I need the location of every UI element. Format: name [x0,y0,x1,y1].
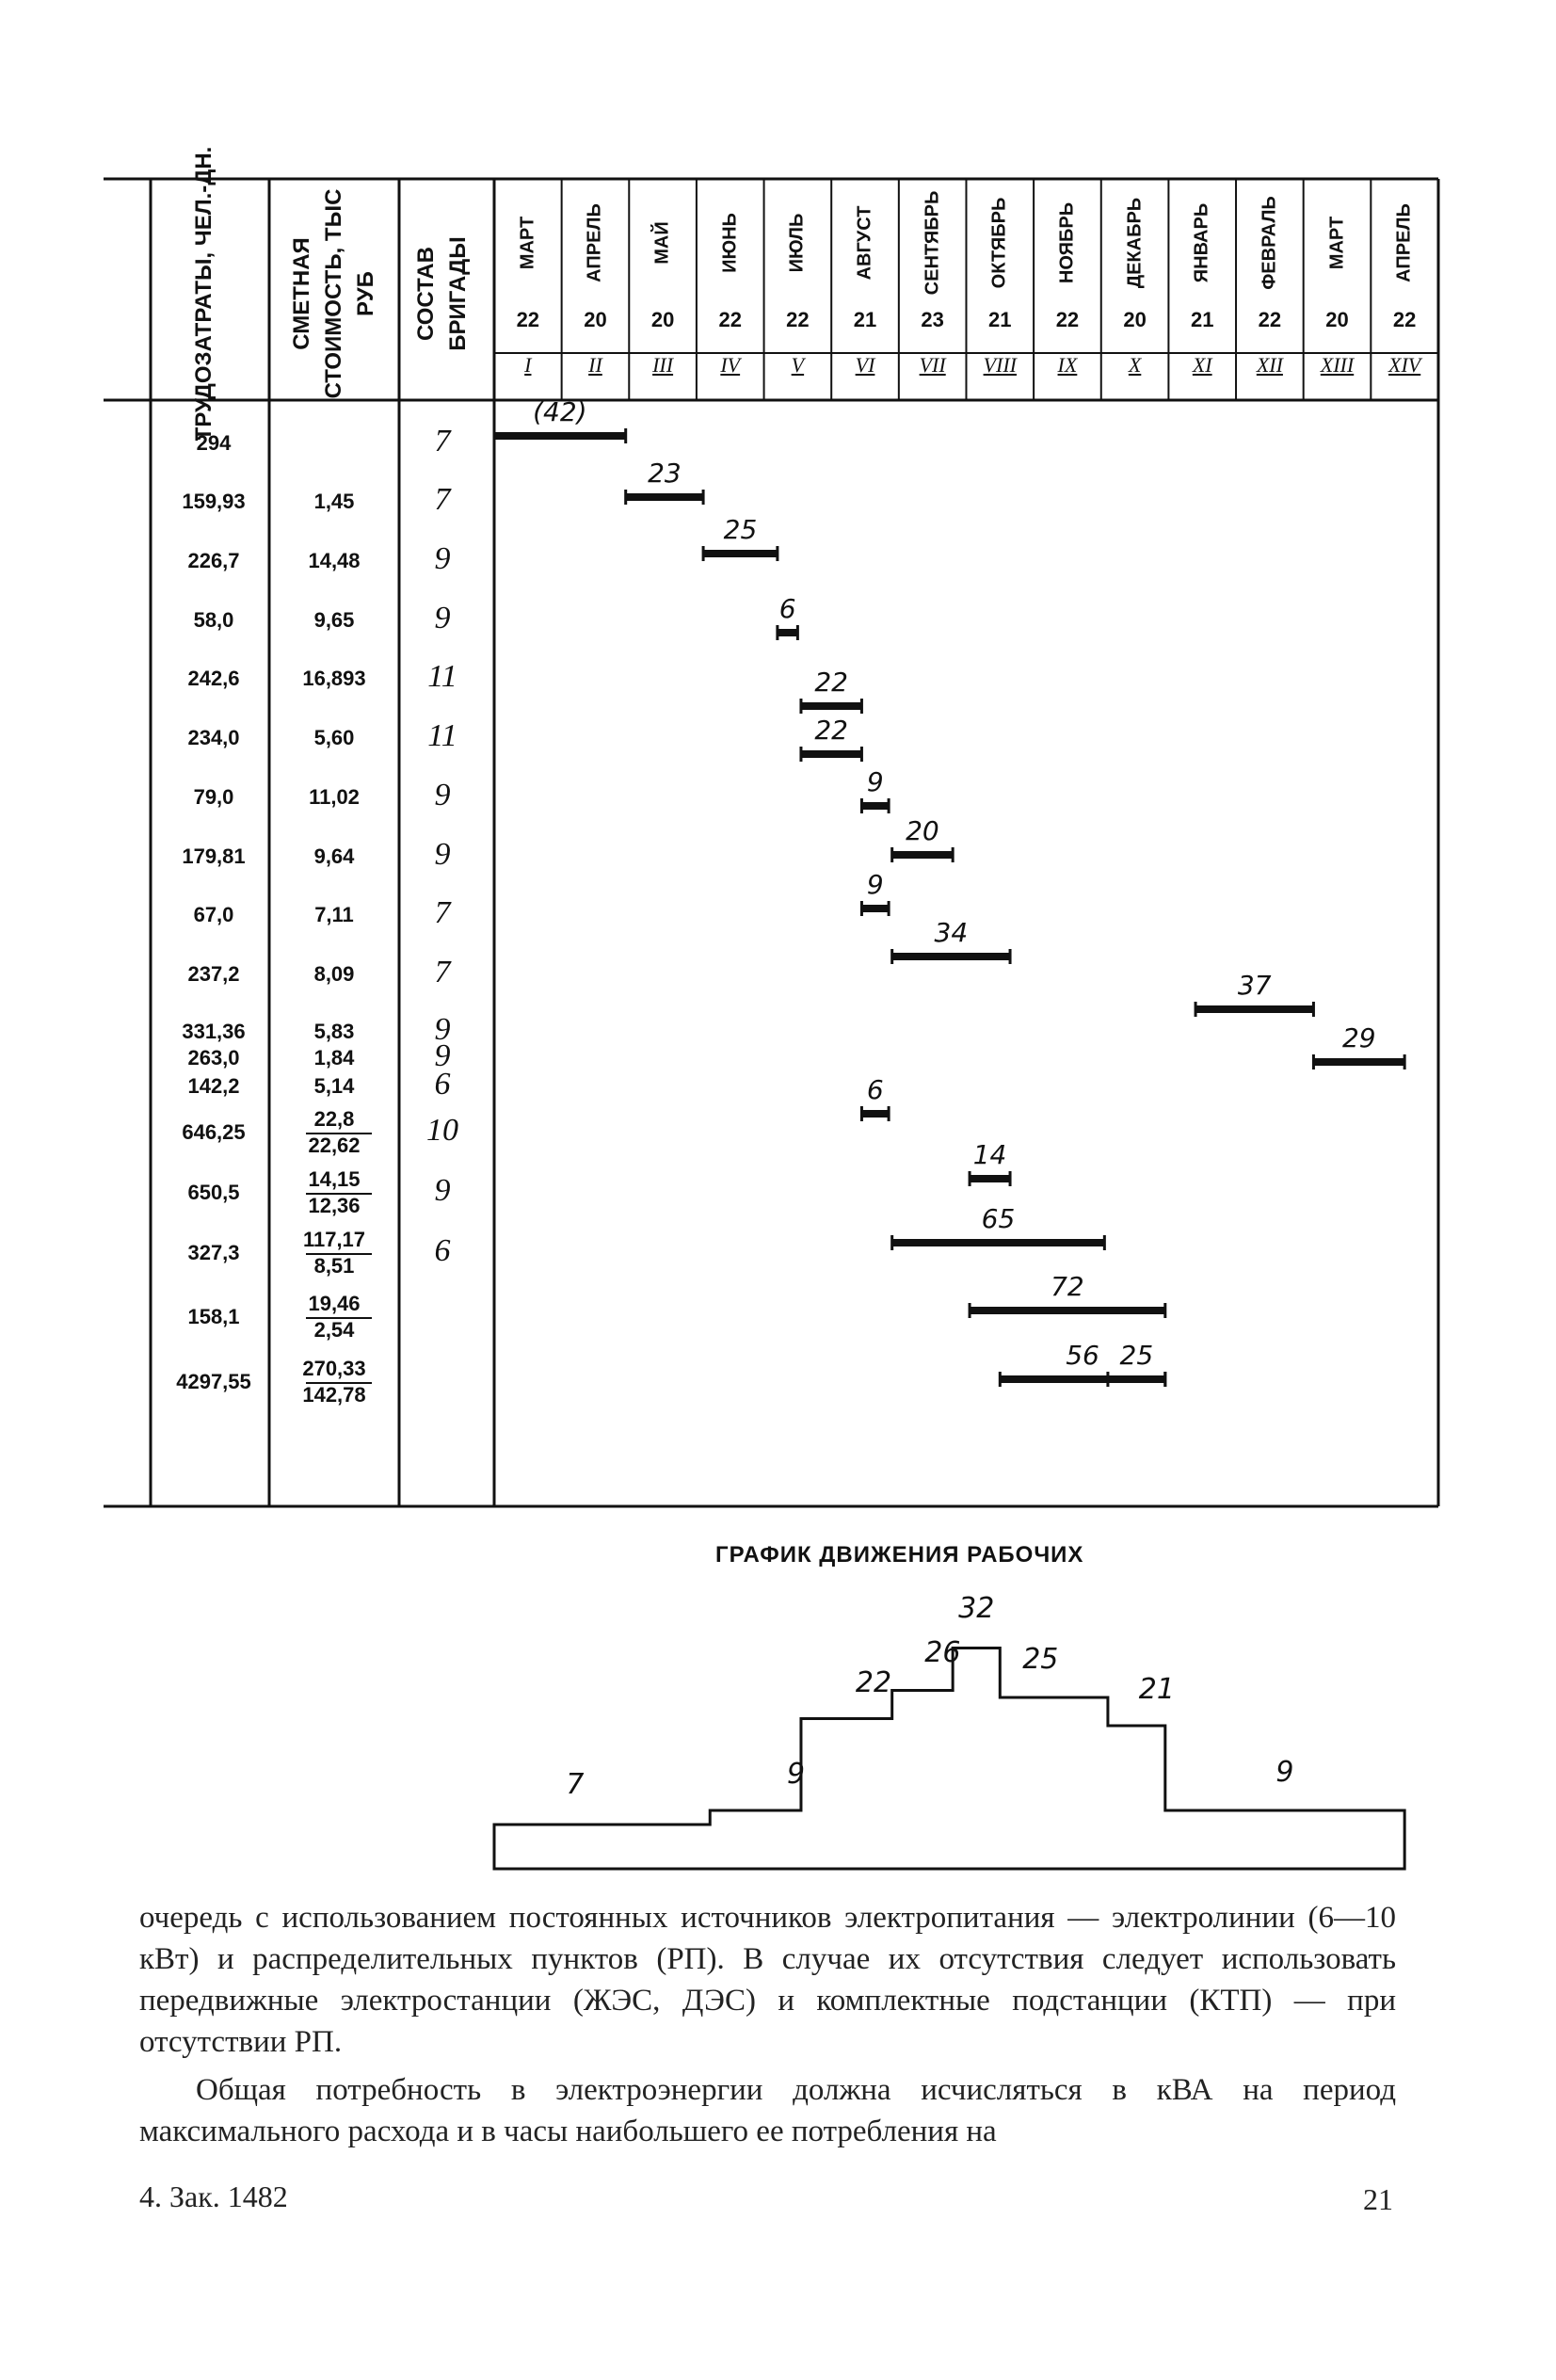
cost-cell: 1,45 [313,490,355,513]
gantt-bar-label: 6 [778,593,796,624]
month-roman-index: X [1128,353,1142,377]
worker-count-label: 7 [566,1768,585,1801]
worker-count-label: 9 [1275,1756,1294,1789]
worker-chart-title: ГРАФИК ДВИЖЕНИЯ РАБОЧИХ [715,1542,1084,1568]
worker-count-label: 21 [1138,1673,1175,1706]
gantt-bar-label: 56 [1066,1340,1099,1371]
month-name: НОЯБРЬ [1056,201,1078,284]
worker-count-label: 26 [924,1635,961,1669]
labor-cell: 650,5 [187,1181,240,1204]
labor-cell: 4297,55 [176,1370,251,1393]
month-roman-index: XIII [1320,353,1355,377]
cost-cell: 9,65 [313,608,355,632]
cost-denominator: 12,36 [308,1194,361,1217]
gantt-bar-label: 14 [972,1139,1007,1170]
gantt-bar-label: 23 [648,458,682,489]
cost-numerator: 270,33 [302,1357,366,1380]
crew-cell: 9 [434,541,451,576]
worker-count-label: 9 [787,1758,806,1791]
cost-fraction-cell [278,1167,391,1224]
month-name: ЯНВАРЬ [1191,202,1212,283]
cost-cell: 5,14 [313,1074,355,1098]
gantt-bar-label: 9 [866,869,884,900]
gantt-bar-label: 65 [981,1203,1016,1234]
worker-step-outline [494,1648,1404,1870]
month-roman-index: VII [919,353,946,377]
month-workdays: 21 [1190,308,1214,331]
month-roman-index: IV [720,353,741,377]
gantt-bar-label: 37 [1237,970,1272,1001]
labor-cell: 237,2 [187,962,240,986]
month-roman-index: VI [855,353,875,377]
gantt-bar-label: (42) [533,396,587,427]
cost-denominator: 22,62 [308,1134,361,1157]
cost-numerator: 117,17 [302,1228,366,1251]
worker-count-label: 25 [1022,1643,1059,1676]
footer-page-number: 21 [1363,2182,1393,2216]
cost-cell: 7,11 [314,903,354,926]
labor-cell: 159,93 [182,490,246,513]
cost-fraction-cell [278,1228,391,1284]
month-roman-index: XI [1192,353,1212,377]
crew-cell: 9 [434,778,451,812]
crew-cell: 9 [434,837,451,872]
month-name: ИЮЛЬ [786,213,808,273]
labor-cell: 646,25 [182,1120,246,1144]
gantt-bar-label: 22 [814,667,849,698]
gantt-bar-label: 72 [1051,1271,1084,1302]
month-name: АПРЕЛЬ [584,203,605,282]
month-roman-index: II [588,353,602,377]
paragraph-1: очередь с использованием постоянных источников электропитания — электролинии (6—10 кВт) и распределительных пунктов (РП). В случае их отсутствия следует использовать передвижные электростанции (ЖЭС, ДЭС) и комплектные подстанции (КТП) — при отсутствии РП. [139,1901,1396,2059]
month-roman-index: XIV [1388,353,1421,377]
crew-cell: 10 [426,1113,458,1148]
month-name: ФЕВРАЛЬ [1259,196,1280,290]
gantt-bar-label: 20 [906,815,939,846]
month-name: АПРЕЛЬ [1393,203,1415,282]
labor-cell: 142,2 [187,1074,240,1098]
labor-cell: 158,1 [187,1305,240,1328]
cost-denominator: 8,51 [313,1254,355,1278]
cost-cell: 1,84 [313,1046,355,1069]
month-name: МАЙ [651,221,673,265]
crew-cell: 9 [434,1012,451,1047]
cost-denominator: 2,54 [313,1318,355,1342]
crew-cell: 7 [434,482,451,517]
month-workdays: 20 [650,308,675,331]
labor-cell: 58,0 [193,608,234,632]
cost-cell: 8,09 [313,962,355,986]
labor-cell: 294 [196,431,232,455]
cost-cell: 16,893 [302,667,366,690]
month-workdays: 20 [1325,308,1349,331]
labor-cell: 327,3 [187,1241,240,1264]
month-workdays: 23 [921,308,944,331]
month-roman-index: VIII [983,353,1018,377]
month-name: МАРТ [517,216,538,270]
header-crew: СОСТАВ БРИГАДЫ [413,236,471,351]
month-name: ОКТЯБРЬ [988,197,1010,289]
cost-fraction-cell [278,1292,391,1348]
gantt-bar-label: 25 [1119,1340,1154,1371]
cost-cell: 9,64 [313,844,355,868]
crew-cell: 11 [427,659,457,694]
month-workdays: 21 [853,308,877,331]
cost-cell: 5,60 [313,726,355,749]
labor-cell: 242,6 [187,667,240,690]
footer-left: 4. Зак. 1482 [139,2179,288,2213]
month-workdays: 22 [1258,308,1282,331]
worker-count-label: 32 [958,1591,995,1625]
crew-cell: 7 [434,424,451,458]
month-roman-index: III [652,353,674,377]
month-workdays: 20 [1123,308,1147,331]
month-name: АВГУСТ [854,205,875,281]
month-workdays: 20 [584,308,607,331]
month-workdays: 21 [988,308,1012,331]
gantt-bar-label: 25 [723,514,758,545]
crew-cell: 11 [427,718,457,753]
gantt-bar-label: 22 [814,715,849,746]
labor-cell: 234,0 [187,726,240,749]
month-workdays: 22 [516,308,540,331]
gantt-bar-label: 34 [934,917,969,948]
month-name: ДЕКАБРЬ [1124,197,1146,289]
month-roman-index: IX [1057,353,1078,377]
month-workdays: 22 [1055,308,1080,331]
gantt-bar-label: 29 [1341,1022,1376,1053]
cost-cell: 11,02 [309,785,360,809]
cost-numerator: 14,15 [308,1167,361,1191]
labor-cell: 67,0 [193,903,234,926]
crew-cell: 9 [434,1038,451,1073]
labor-cell: 79,0 [193,785,234,809]
crew-cell: 6 [434,1233,451,1268]
cost-fraction-cell [278,1357,391,1413]
cost-denominator: 142,78 [302,1383,366,1407]
month-name: ИЮНЬ [719,213,741,273]
labor-cell: 331,36 [182,1020,246,1043]
gantt-bar-label: 6 [866,1074,884,1105]
cost-numerator: 22,8 [313,1107,355,1131]
crew-cell: 7 [434,895,451,930]
cost-fraction-cell [278,1107,391,1164]
crew-cell: 9 [434,1173,451,1208]
labor-cell: 226,7 [187,549,240,572]
month-name: МАРТ [1326,216,1347,270]
month-roman-index: I [524,353,532,377]
cost-cell: 14,48 [308,549,361,572]
header-labor: ТРУДОЗАТРАТЫ, ЧЕЛ.-ДН. [191,146,217,442]
cost-cell: 5,83 [313,1020,355,1043]
month-workdays: 22 [1392,308,1417,331]
labor-cell: 179,81 [182,844,246,868]
month-name: СЕНТЯБРЬ [922,190,943,296]
paragraph-2: Общая потребность в электроэнергии должна исчисляться в кВА на период максимального расхода и в часы наибольшего ее потребления на [139,2073,1396,2148]
month-roman-index: V [791,353,805,377]
crew-cell: 9 [434,601,451,635]
labor-cell: 263,0 [187,1046,240,1069]
worker-count-label: 22 [855,1665,892,1699]
cost-numerator: 19,46 [308,1292,361,1315]
crew-cell: 6 [434,1067,451,1102]
header-cost: СМЕТНАЯ СТОИМОСТЬ, ТЫС РУБ [289,188,378,399]
crew-cell: 7 [434,955,451,989]
month-workdays: 22 [786,308,810,331]
gantt-bar-label: 9 [866,766,884,797]
month-workdays: 22 [718,308,742,331]
month-roman-index: XII [1256,353,1283,377]
